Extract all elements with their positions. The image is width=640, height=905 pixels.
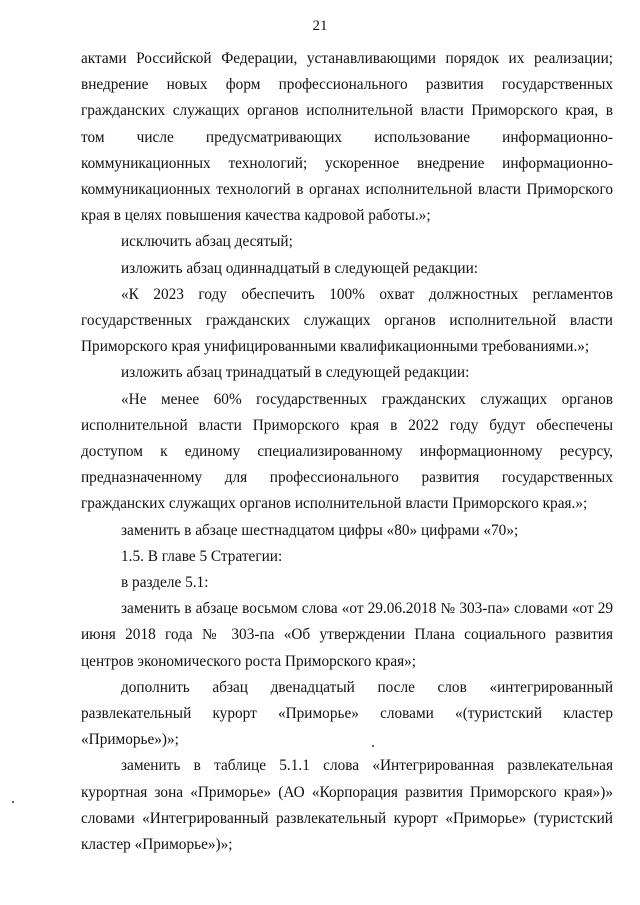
scan-speck bbox=[372, 745, 374, 747]
paragraph-5: изложить абзац тринадцатый в следующей редакции: bbox=[121, 364, 470, 382]
paragraph-10: заменить в абзаце восьмом слова «от 29.06.2018 № 303-па» словами «от 29 июня 2018 года № 303-па «Об утверждении Плана социального развития центров экономического роста Приморского края»; bbox=[81, 600, 613, 670]
page-number: 21 bbox=[312, 18, 328, 34]
paragraph-1: актами Российской Федерации, устанавливающими порядок их реализации; внедрение новых форм профессионального развития государственных гражданских служащих органов исполнительной власти Приморского края, в том числе предусматривающих использование информационно-коммуникационных технологий; ускоренное внедрение информационно-коммуникационных технологий в органах исполнительной власти Приморского края в целях повышения качества кадровой работы.»; bbox=[81, 50, 613, 225]
paragraph-12: заменить в таблице 5.1.1 слова «Интегрированная развлекательная курортная зона «Приморье» (АО «Корпорация развития Приморского края»)» словами «Интегрированный развлекательный курорт «Приморье» (туристский кластер «Приморье»)»; bbox=[81, 757, 613, 854]
scan-speck bbox=[12, 801, 14, 803]
paragraph-2: исключить абзац десятый; bbox=[121, 233, 293, 251]
paragraph-4: «К 2023 году обеспечить 100% охват должностных регламентов государственных гражданских служащих органов исполнительной власти Приморского края унифицированными квалификационными требованиями.»; bbox=[81, 285, 613, 356]
paragraph-6: «Не менее 60% государственных гражданских служащих органов исполнительной власти Приморского края в 2022 году будут обеспечены доступом к единому специализированному информационному ресурсу, предназначенному для профессионального развития государственных гражданских служащих органов исполнительной власти Приморского края.»; bbox=[81, 390, 613, 513]
paragraph-3: изложить абзац одиннадцатый в следующей редакции: bbox=[121, 259, 479, 277]
paragraph-8: 1.5. В главе 5 Стратегии: bbox=[121, 547, 283, 565]
paragraph-9: в разделе 5.1: bbox=[121, 574, 209, 592]
paragraph-7: заменить в абзаце шестнадцатом цифры «80» цифрами «70»; bbox=[121, 521, 519, 539]
document-body bbox=[81, 46, 613, 858]
paragraph-11: дополнить абзац двенадцатый после слов «интегрированный развлекательный курорт «Приморье» словами «(туристский кластер «Приморье»)»; bbox=[81, 678, 613, 749]
